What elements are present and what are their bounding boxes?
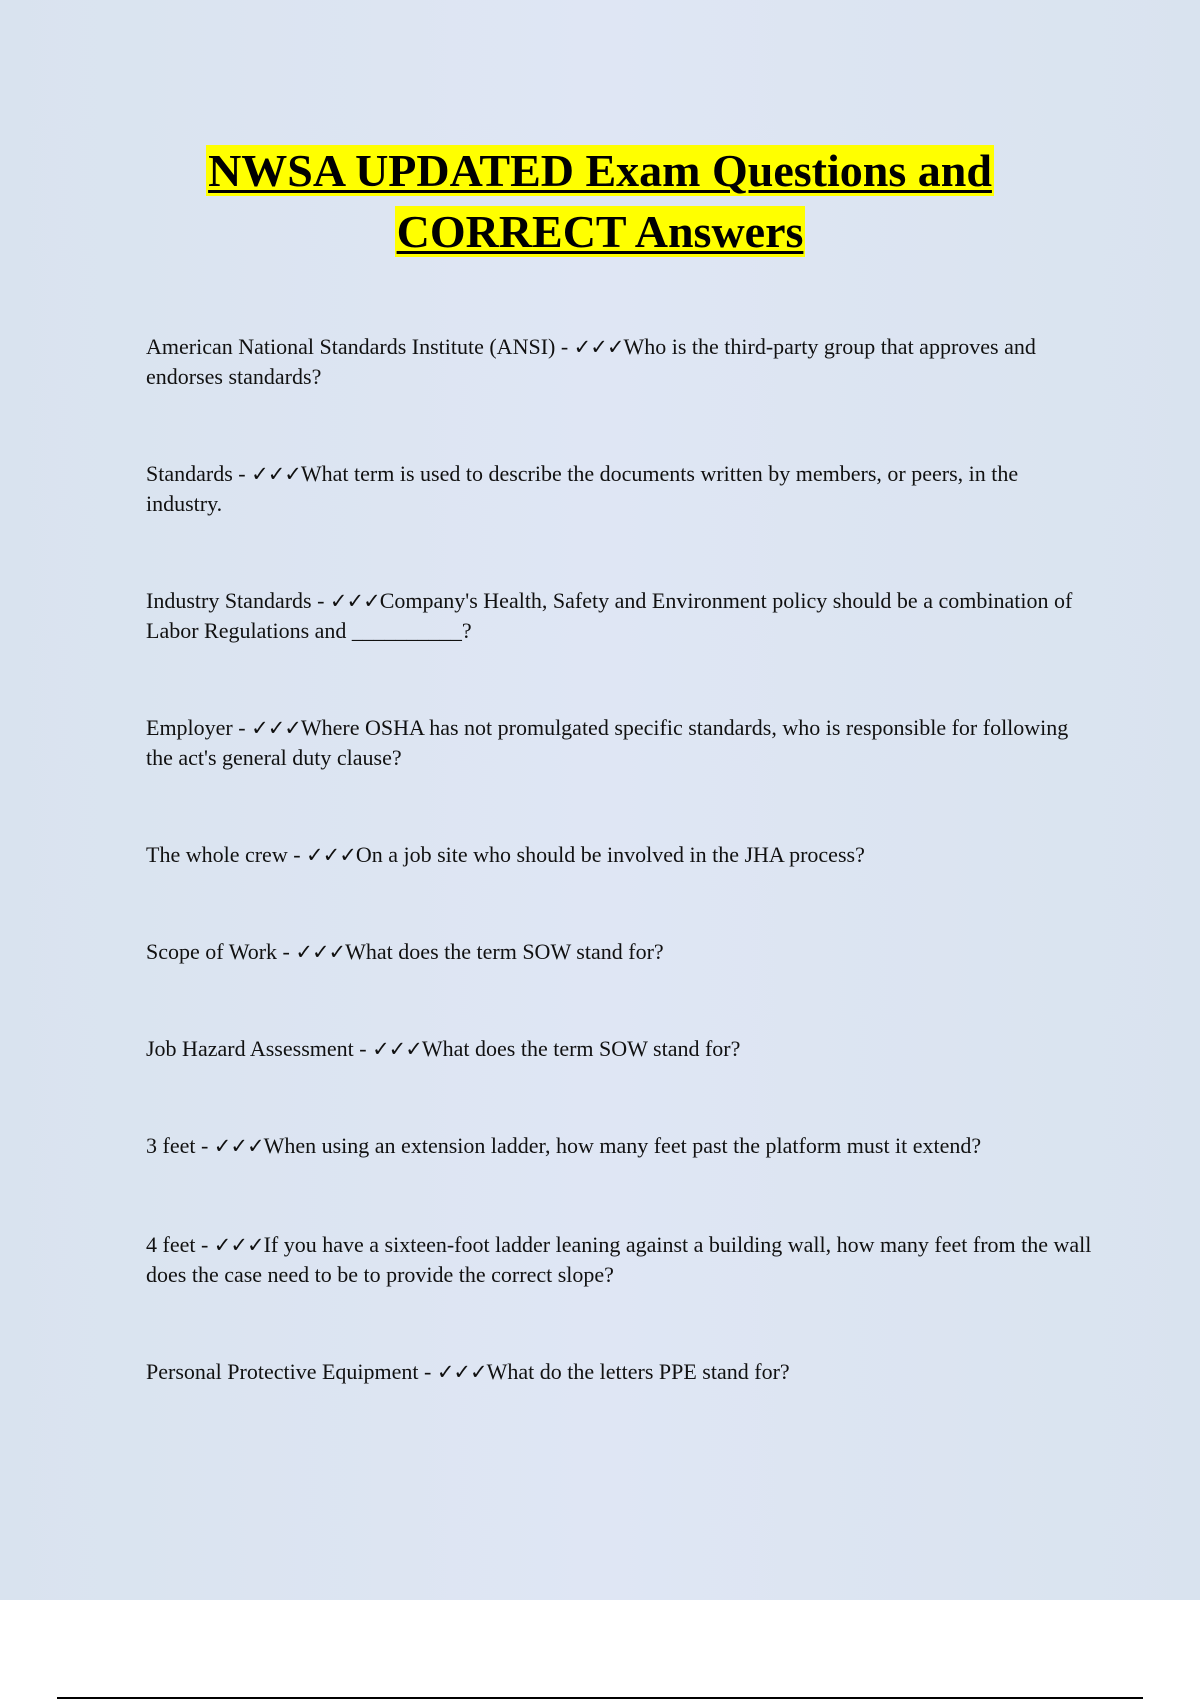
qa-answer: The whole crew (146, 842, 288, 867)
qa-question: What term is used to describe the documents written by members, or peers, in the industry. (146, 461, 1019, 516)
qa-separator: - (232, 461, 252, 486)
qa-answer: 3 feet (146, 1133, 196, 1158)
qa-item (146, 1131, 1096, 1161)
checkmark-icon: ✓✓✓ (372, 1037, 422, 1061)
qa-answer: Scope of Work (146, 939, 278, 964)
qa-answer: 4 feet (146, 1232, 196, 1257)
qa-item (146, 1230, 1096, 1290)
qa-item (146, 332, 1096, 392)
qa-separator: - (555, 334, 574, 359)
qa-answer: Industry Standards (146, 588, 312, 613)
qa-question: Company's Health, Safety and Environment policy should be a combination of Labor Regulations and __________? (146, 588, 1073, 643)
checkmark-icon: ✓✓✓ (213, 1233, 264, 1257)
qa-answer: American National Standards Institute (ANSI) (146, 334, 556, 359)
qa-answer: Employer (146, 715, 233, 740)
qa-separator: - (287, 842, 307, 867)
footer-divider (57, 1697, 1143, 1699)
title-line-2: CORRECT Answers (396, 206, 804, 257)
qa-answer: Personal Protective Equipment (146, 1359, 419, 1384)
checkmark-icon: ✓✓✓ (329, 589, 380, 613)
qa-separator: - (311, 588, 330, 613)
checkmark-icon: ✓✓✓ (436, 1360, 487, 1384)
checkmark-icon: ✓✓✓ (213, 1134, 264, 1158)
checkmark-icon: ✓✓✓ (251, 716, 301, 740)
qa-answer: Standards (146, 461, 233, 486)
qa-separator: - (418, 1359, 437, 1384)
qa-item (146, 1357, 1096, 1387)
qa-item (146, 1034, 1096, 1064)
qa-item (146, 459, 1096, 519)
qa-answer: Job Hazard Assessment (146, 1036, 354, 1061)
qa-question: What does the term SOW stand for? (421, 1036, 741, 1061)
qa-question: On a job site who should be involved in the JHA process? (355, 842, 865, 867)
qa-separator: - (195, 1232, 214, 1257)
qa-item (146, 586, 1096, 646)
checkmark-icon: ✓✓✓ (573, 335, 624, 359)
qa-question: Where OSHA has not promulgated specific standards, who is responsible for following the act's general duty clause? (146, 715, 1069, 770)
qa-question: If you have a sixteen-foot ladder leaning against a building wall, how many feet from the wall does the case need to be to provide the correct slope? (146, 1232, 1092, 1287)
qa-question: Who is the third-party group that approves and endorses standards? (146, 334, 1036, 389)
qa-separator: - (232, 715, 252, 740)
qa-separator: - (195, 1133, 214, 1158)
qa-separator: - (277, 939, 296, 964)
qa-question: When using an extension ladder, how many feet past the platform must it extend? (263, 1133, 982, 1158)
qa-separator: - (353, 1036, 373, 1061)
checkmark-icon: ✓✓✓ (251, 462, 301, 486)
qa-question: What do the letters PPE stand for? (486, 1359, 790, 1384)
qa-item (146, 937, 1096, 967)
qa-question: What does the term SOW stand for? (345, 939, 664, 964)
checkmark-icon: ✓✓✓ (306, 843, 356, 867)
qa-item (146, 713, 1096, 773)
qa-item (146, 840, 1096, 870)
title-line-1: NWSA UPDATED Exam Questions and (208, 145, 992, 196)
checkmark-icon: ✓✓✓ (295, 940, 346, 964)
document-title (100, 140, 1100, 262)
